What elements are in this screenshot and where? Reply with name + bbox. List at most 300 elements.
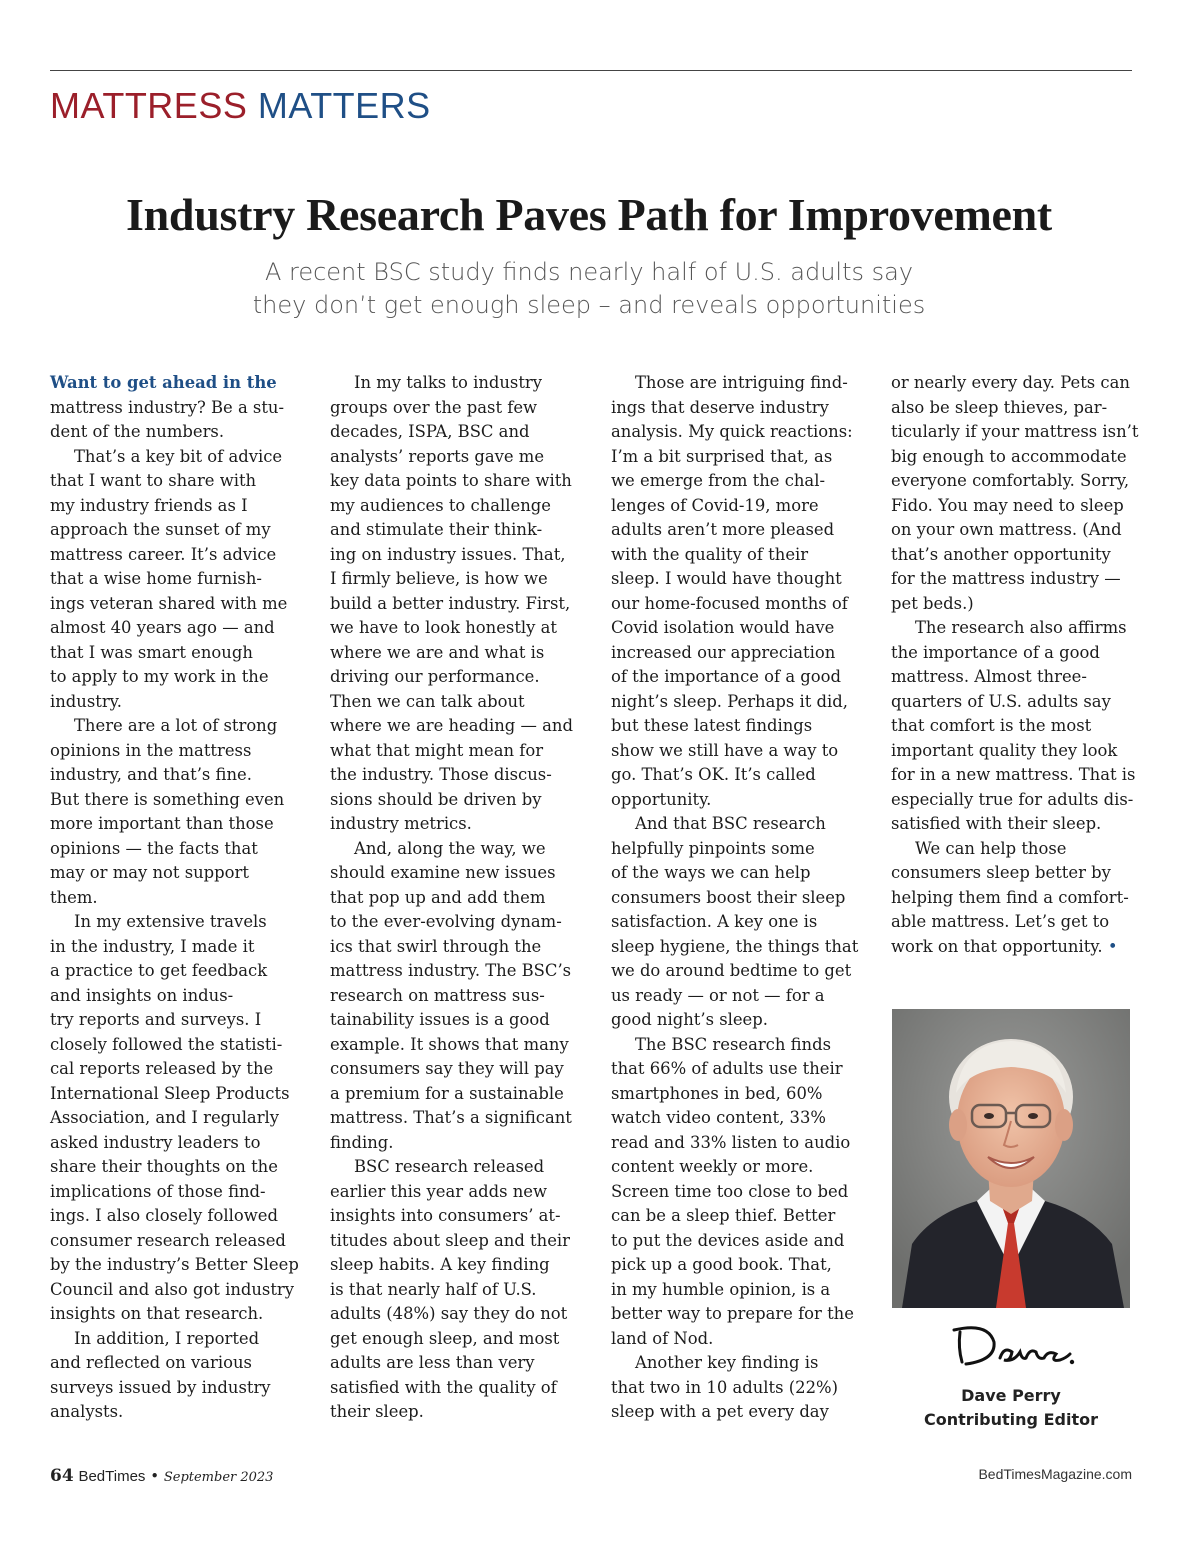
- body-line: [330, 543, 573, 568]
- body-line-text: everyone comfortably. Sorry,: [891, 471, 1130, 490]
- body-line-text: cal reports released by the: [50, 1059, 274, 1078]
- body-line: [611, 1033, 858, 1058]
- body-line: [330, 1131, 573, 1156]
- body-line-text: sleep. I would have thought: [611, 569, 842, 588]
- body-line-text: mattress. Almost three-: [891, 667, 1087, 686]
- body-line: [611, 371, 858, 396]
- body-line-text: In addition, I reported: [74, 1328, 260, 1348]
- body-line-text: finding.: [330, 1132, 394, 1152]
- body-line: [891, 935, 1138, 960]
- body-line: [50, 1327, 299, 1352]
- body-line: [50, 984, 299, 1009]
- body-line: [330, 690, 573, 715]
- body-line: [611, 641, 858, 666]
- body-line-text: And, along the way, we: [354, 838, 546, 858]
- body-line: [330, 1302, 573, 1327]
- body-line: [611, 1008, 858, 1033]
- author-title: Contributing Editor: [924, 1410, 1098, 1429]
- body-line: [50, 812, 299, 837]
- body-line-text: ing on industry issues. That,: [330, 544, 566, 564]
- body-line: [50, 1180, 299, 1205]
- body-line-text: There are a lot of strong: [74, 716, 278, 735]
- body-line: [330, 1327, 573, 1352]
- body-line: [611, 494, 858, 519]
- body-line-text: our home-focused months of: [611, 593, 848, 613]
- body-line-text: opinions in the mattress: [50, 740, 252, 760]
- body-line: [891, 665, 1138, 690]
- body-line-text: earlier this year adds new: [330, 1181, 547, 1201]
- body-line: [611, 935, 858, 960]
- body-line-text: share their thoughts on the: [50, 1157, 278, 1176]
- body-line-text: industry.: [50, 691, 122, 711]
- body-line-text: to put the devices aside and: [611, 1230, 845, 1250]
- body-line: [50, 396, 299, 421]
- body-line-text: sleep habits. A key finding: [330, 1255, 550, 1274]
- body-line-text: sions should be driven by: [330, 789, 542, 809]
- body-line: [891, 788, 1138, 813]
- body-line: [50, 1033, 299, 1058]
- body-line: [891, 616, 1138, 641]
- body-line-text: ings. I also closely followed: [50, 1206, 278, 1225]
- body-line-text: of the ways we can help: [611, 863, 811, 882]
- body-line: [50, 910, 299, 935]
- body-line: [50, 1057, 299, 1082]
- body-line-text: Council and also got industry: [50, 1279, 295, 1299]
- body-line: [611, 1057, 858, 1082]
- body-line-text: industry metrics.: [330, 814, 472, 833]
- body-line-text: by the industry’s Better Sleep: [50, 1255, 299, 1274]
- body-line: [330, 1057, 573, 1082]
- body-column-3: [611, 371, 858, 1425]
- body-line: [330, 714, 573, 739]
- body-line: [891, 420, 1138, 445]
- body-line-text: build a better industry. First,: [330, 593, 571, 613]
- body-line: [611, 396, 858, 421]
- body-line-text: insights into consumers’ at-: [330, 1206, 561, 1225]
- body-line-text: key data points to share with: [330, 471, 572, 490]
- section-label-word-2: MATTERS: [257, 85, 431, 126]
- body-line-text: satisfied with their sleep.: [891, 814, 1102, 833]
- body-line-text: watch video content, 33%: [611, 1108, 826, 1127]
- body-line: [50, 1302, 299, 1327]
- article-headline: Industry Research Paves Path for Improvement: [126, 189, 1052, 240]
- body-line-text: go. That’s OK. It’s called: [611, 765, 816, 784]
- body-line-text: ings veteran shared with me: [50, 593, 288, 613]
- body-line-text: adults (48%) say they do not: [330, 1304, 568, 1323]
- body-line: [611, 739, 858, 764]
- body-line-text: pick up a good book. That,: [611, 1255, 832, 1274]
- body-line-text: with the quality of their: [611, 544, 809, 564]
- body-column-4: [891, 371, 1138, 959]
- body-line: [330, 1278, 573, 1303]
- body-line: [50, 592, 299, 617]
- body-line: [611, 690, 858, 715]
- body-line-text: that two in 10 adults (22%): [611, 1377, 838, 1397]
- body-line-text: mattress career. It’s advice: [50, 544, 277, 564]
- body-line: [611, 616, 858, 641]
- body-line-text: big enough to accommodate: [891, 446, 1127, 466]
- body-line-text: them.: [50, 887, 98, 907]
- body-line: [330, 616, 573, 641]
- body-line: [611, 567, 858, 592]
- body-line: [50, 861, 299, 886]
- body-line-text: opinions — the facts that: [50, 838, 258, 858]
- body-line-text: ings that deserve industry: [611, 397, 829, 417]
- body-line-text: Another key finding is: [635, 1353, 819, 1372]
- deck-line-2: they don’t get enough sleep – and reveals opportunities: [252, 291, 926, 319]
- body-line-text: may or may not support: [50, 863, 249, 882]
- body-line-text: In my talks to industry: [354, 373, 543, 392]
- section-label-word-1: MATTRESS: [50, 85, 248, 126]
- body-line-text: read and 33% listen to audio: [611, 1132, 851, 1152]
- body-line-text: consumers boost their sleep: [611, 887, 846, 907]
- body-line: [50, 1400, 299, 1425]
- body-line-text: closely followed the statisti-: [50, 1034, 283, 1054]
- body-line-text: is that nearly half of U.S.: [330, 1279, 537, 1299]
- body-line: [330, 396, 573, 421]
- body-line: [50, 959, 299, 984]
- body-line: [50, 935, 299, 960]
- body-line-text: Then we can talk about: [330, 691, 525, 711]
- body-line-text: driving our performance.: [330, 667, 540, 686]
- body-line: [891, 396, 1138, 421]
- body-line: [611, 837, 858, 862]
- body-line-text: their sleep.: [330, 1402, 424, 1421]
- body-line-text: opportunity.: [611, 789, 712, 809]
- body-line-text: in the industry, I made it: [50, 936, 255, 956]
- body-line-text: important quality they look: [891, 740, 1118, 760]
- body-line-text: almost 40 years ago — and: [50, 618, 275, 637]
- body-line-text: can be a sleep thief. Better: [611, 1206, 836, 1225]
- body-line-text: increased our appreciation: [611, 642, 836, 662]
- body-line: [50, 1131, 299, 1156]
- body-line: [330, 445, 573, 470]
- body-line: [611, 886, 858, 911]
- body-line: [611, 984, 858, 1009]
- body-line-text: that I was smart enough: [50, 642, 253, 662]
- body-line-text: land of Nod.: [611, 1328, 714, 1348]
- body-line-text: good night’s sleep.: [611, 1010, 768, 1029]
- body-line: [50, 371, 299, 396]
- body-line: [50, 690, 299, 715]
- body-line-text: us ready — or not — for a: [611, 985, 825, 1005]
- body-line: [330, 1351, 573, 1376]
- body-line: [611, 1155, 858, 1180]
- body-line-text: adults are less than very: [330, 1353, 535, 1372]
- body-line: [611, 1106, 858, 1131]
- body-line-text: mattress industry. The BSC’s: [330, 961, 572, 980]
- body-line: [50, 1082, 299, 1107]
- body-line: [330, 1400, 573, 1425]
- body-line: [611, 445, 858, 470]
- body-line-text: also be sleep thieves, par-: [891, 397, 1108, 417]
- body-line: [50, 1376, 299, 1401]
- body-line-text: try reports and surveys. I: [50, 1010, 262, 1029]
- body-line: [330, 518, 573, 543]
- author-portrait-image: [892, 1009, 1130, 1308]
- body-line-text: satisfaction. A key one is: [611, 912, 818, 931]
- author-name: Dave Perry: [961, 1386, 1061, 1405]
- body-line: [891, 910, 1138, 935]
- body-line-text: content weekly or more.: [611, 1157, 814, 1176]
- body-line-text: lenges of Covid-19, more: [611, 495, 819, 515]
- body-line-text: that comfort is the most: [891, 716, 1092, 735]
- body-line-text: groups over the past few: [330, 397, 538, 417]
- body-line-text: example. It shows that many: [330, 1034, 569, 1054]
- body-line-text: analysts.: [50, 1402, 124, 1421]
- body-line-text: that pop up and add them: [330, 887, 546, 907]
- body-column-1: [50, 371, 299, 1425]
- section-label: [50, 84, 431, 128]
- body-line-text: mattress industry? Be a stu-: [50, 397, 285, 417]
- body-line: [891, 714, 1138, 739]
- body-line: [330, 420, 573, 445]
- body-line-text: titudes about sleep and their: [330, 1230, 570, 1250]
- body-line-text: we do around bedtime to get: [611, 961, 852, 980]
- body-line: [330, 494, 573, 519]
- body-line: [611, 763, 858, 788]
- body-line: [891, 469, 1138, 494]
- body-column-2: [330, 371, 573, 1425]
- body-line: [50, 1155, 299, 1180]
- body-line-text: I firmly believe, is how we: [330, 569, 548, 588]
- body-line: [330, 763, 573, 788]
- body-line: [50, 714, 299, 739]
- body-line: [891, 518, 1138, 543]
- body-line-text: and insights on indus-: [50, 985, 234, 1005]
- body-line: [330, 371, 573, 396]
- body-line-text: night’s sleep. Perhaps it did,: [611, 691, 848, 711]
- body-line: [50, 1278, 299, 1303]
- body-line: [611, 1253, 858, 1278]
- article-deck: [0, 256, 1178, 322]
- footer-separator: •: [150, 1467, 160, 1485]
- body-line-text: able mattress. Let’s get to: [891, 912, 1110, 931]
- body-line-text: That’s a key bit of advice: [74, 446, 283, 466]
- body-line-text: adults aren’t more pleased: [611, 520, 835, 539]
- body-line-text: get enough sleep, and most: [330, 1328, 560, 1348]
- body-line-text: my industry friends as I: [50, 495, 248, 515]
- body-line: [330, 567, 573, 592]
- body-line-text: But there is something even: [50, 789, 285, 809]
- end-mark: •: [1107, 936, 1118, 956]
- body-line-text: we emerge from the chal-: [611, 471, 825, 490]
- body-line-text: ics that swirl through the: [330, 936, 542, 956]
- body-line-text: tainability issues is a good: [330, 1010, 550, 1029]
- body-line: [891, 690, 1138, 715]
- body-line-text: where we are heading — and: [330, 716, 573, 735]
- body-line: [330, 959, 573, 984]
- body-line-text: pet beds.): [891, 593, 974, 613]
- body-line-text: The research also affirms: [915, 618, 1127, 637]
- body-line-text: quarters of U.S. adults say: [891, 691, 1111, 711]
- body-line: [611, 1400, 858, 1425]
- author-photo: [892, 1009, 1130, 1308]
- body-line: [611, 469, 858, 494]
- body-line: [50, 494, 299, 519]
- body-line: [891, 837, 1138, 862]
- body-line-text: especially true for adults dis-: [891, 789, 1134, 809]
- body-line-text: consumers sleep better by: [891, 863, 1111, 882]
- body-line-text: ticularly if your mattress isn’t: [891, 422, 1139, 441]
- body-line: [330, 1008, 573, 1033]
- body-line: [330, 641, 573, 666]
- body-line-text: or nearly every day. Pets can: [891, 373, 1130, 392]
- body-line-text: consumer research released: [50, 1230, 286, 1250]
- body-line: [50, 616, 299, 641]
- body-line-text: helpfully pinpoints some: [611, 838, 815, 858]
- body-line-text: for in a new mattress. That is: [891, 765, 1136, 784]
- body-line: [330, 1155, 573, 1180]
- body-line: [330, 592, 573, 617]
- body-line: [611, 788, 858, 813]
- body-line-text: satisfied with the quality of: [330, 1377, 557, 1397]
- body-line-text: In my extensive travels: [74, 912, 267, 931]
- body-line-text: And that BSC research: [635, 814, 826, 833]
- body-line-text: sleep with a pet every day: [611, 1402, 829, 1421]
- body-line-text: mattress. That’s a significant: [330, 1108, 572, 1127]
- body-line: [330, 861, 573, 886]
- body-line: [50, 1253, 299, 1278]
- body-line-text: analysts’ reports gave me: [330, 446, 545, 466]
- body-line-text: insights on that research.: [50, 1304, 264, 1323]
- body-line-text: analysis. My quick reactions:: [611, 422, 853, 441]
- body-line: [50, 1229, 299, 1254]
- body-line-text: that a wise home furnish-: [50, 569, 262, 588]
- body-line: [50, 1351, 299, 1376]
- body-line-text: We can help those: [915, 838, 1067, 858]
- body-line-text: to the ever-evolving dynam-: [330, 912, 562, 931]
- body-line-text: show we still have a way to: [611, 740, 839, 760]
- body-line: [611, 1351, 858, 1376]
- body-line: [50, 1008, 299, 1033]
- body-line: [891, 445, 1138, 470]
- issue-date: September 2023: [163, 1470, 274, 1485]
- body-line-text: in my humble opinion, is a: [611, 1279, 831, 1299]
- author-signature: [948, 1318, 1078, 1374]
- body-line: [611, 714, 858, 739]
- body-line: [611, 1082, 858, 1107]
- body-line-text: sleep hygiene, the things that: [611, 936, 859, 956]
- body-line-text: we have to look honestly at: [330, 618, 557, 637]
- body-line-text: Association, and I regularly: [50, 1108, 280, 1127]
- body-line: [50, 420, 299, 445]
- body-line-text: that I want to share with: [50, 471, 257, 490]
- body-line: [50, 518, 299, 543]
- body-line-text: approach the sunset of my: [50, 520, 271, 539]
- body-line: [330, 984, 573, 1009]
- body-line-text: smartphones in bed, 60%: [611, 1083, 823, 1103]
- body-line-text: better way to prepare for the: [611, 1304, 854, 1323]
- body-line: [330, 665, 573, 690]
- body-line-text: Want to get ahead in the: [50, 373, 277, 392]
- body-line: [330, 1106, 573, 1131]
- body-line: [50, 469, 299, 494]
- body-line-text: implications of those find-: [50, 1181, 266, 1201]
- body-line-text: my audiences to challenge: [330, 495, 551, 515]
- body-line-text: the importance of a good: [891, 642, 1100, 662]
- body-line-text: research on mattress sus-: [330, 985, 545, 1005]
- body-line: [50, 763, 299, 788]
- body-line-text: that’s another opportunity: [891, 544, 1111, 564]
- body-line: [330, 1376, 573, 1401]
- body-line: [50, 886, 299, 911]
- body-line: [891, 861, 1138, 886]
- body-line: [330, 1082, 573, 1107]
- body-line-text: decades, ISPA, BSC and: [330, 422, 530, 441]
- body-line: [330, 910, 573, 935]
- body-line-text: should examine new issues: [330, 863, 556, 882]
- body-line-text: where we are and what is: [330, 642, 545, 662]
- magazine-name: BedTimes: [78, 1468, 146, 1485]
- body-line-text: International Sleep Products: [50, 1083, 290, 1103]
- body-line: [891, 543, 1138, 568]
- body-line: [891, 739, 1138, 764]
- body-line: [891, 567, 1138, 592]
- body-line: [611, 959, 858, 984]
- body-line: [891, 371, 1138, 396]
- body-line: [611, 1376, 858, 1401]
- body-line-text: Covid isolation would have: [611, 618, 835, 637]
- body-line: [891, 494, 1138, 519]
- body-line: [330, 469, 573, 494]
- body-line: [50, 543, 299, 568]
- body-line-text: industry, and that’s fine.: [50, 765, 252, 784]
- body-line-text: more important than those: [50, 814, 274, 833]
- body-line: [50, 739, 299, 764]
- body-line: [611, 665, 858, 690]
- body-line: [891, 886, 1138, 911]
- body-line-text: of the importance of a good: [611, 667, 842, 686]
- body-line: [611, 592, 858, 617]
- body-line: [611, 812, 858, 837]
- body-line-text: Screen time too close to bed: [611, 1181, 849, 1201]
- body-line: [50, 837, 299, 862]
- body-line-text: surveys issued by industry: [50, 1377, 271, 1397]
- body-line-text: what that might mean for: [330, 740, 544, 760]
- body-line: [891, 812, 1138, 837]
- body-line: [611, 1204, 858, 1229]
- body-line: [50, 1106, 299, 1131]
- body-line: [611, 518, 858, 543]
- body-line-text: Those are intriguing find-: [635, 373, 848, 392]
- body-line-text: work on that opportunity.: [891, 936, 1103, 956]
- body-line-text: but these latest findings: [611, 716, 813, 735]
- body-line-text: a practice to get feedback: [50, 961, 268, 980]
- footer-left: [50, 1466, 273, 1486]
- body-line: [611, 1302, 858, 1327]
- body-line-text: I’m a bit surprised that, as: [611, 446, 833, 466]
- body-line-text: that 66% of adults use their: [611, 1059, 843, 1078]
- body-line: [50, 445, 299, 470]
- body-line: [891, 763, 1138, 788]
- body-line-text: consumers say they will pay: [330, 1059, 564, 1078]
- body-line-text: The BSC research finds: [635, 1034, 832, 1054]
- body-line: [611, 1229, 858, 1254]
- body-line-text: to apply to my work in the: [50, 667, 269, 686]
- body-line: [611, 1278, 858, 1303]
- top-rule: [50, 70, 1132, 71]
- body-line: [50, 788, 299, 813]
- body-line-text: and reflected on various: [50, 1353, 252, 1372]
- body-line: [611, 910, 858, 935]
- body-line: [330, 1204, 573, 1229]
- body-line: [611, 420, 858, 445]
- body-line: [330, 1229, 573, 1254]
- body-line: [330, 788, 573, 813]
- page-number: 64: [50, 1466, 74, 1486]
- website-link[interactable]: BedTimesMagazine.com: [978, 1466, 1132, 1482]
